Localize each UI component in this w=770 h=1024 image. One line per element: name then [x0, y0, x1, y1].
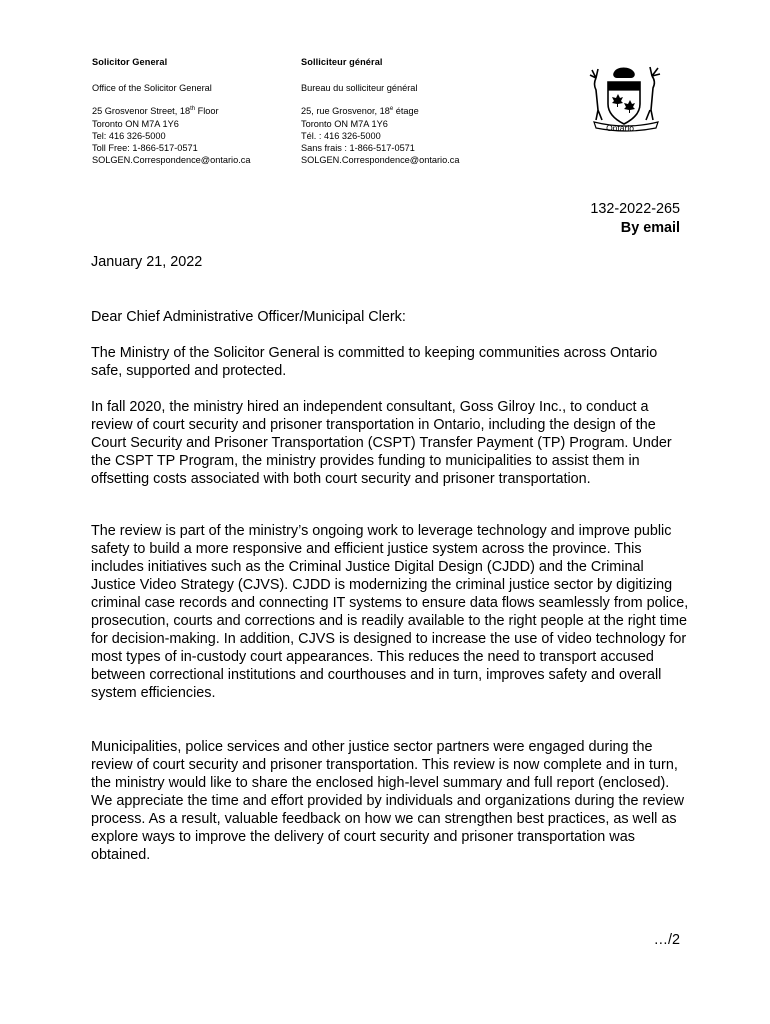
page-continuation: …/2	[653, 932, 680, 948]
telephone-french: Tél. : 416 326-5000	[301, 130, 381, 141]
letter-date: January 21, 2022	[91, 254, 203, 270]
paragraph-4: Municipalities, police services and other justice sector partners were engaged during the review of court security and prisoner transportation. This review is now complete and in turn, the ministry would like to share the enclosed high-level summary and full report (enclosed). We appreciate the time and effort provided by individuals and organizations during the review process. As a result, valuable feedback on how we can strengthen best practices, as well as explore ways to improve the delivery of court security and prisoner transportation was obtained.	[91, 739, 685, 863]
ministry-title-french: Solliciteur général	[301, 57, 383, 67]
letterhead-english	[92, 56, 292, 166]
address-french	[301, 105, 531, 166]
paragraph-1: The Ministry of the Solicitor General is committed to keeping communities across Ontario safe, supported and protected.	[91, 345, 658, 379]
city-postal-french: Toronto ON M7A 1Y6	[301, 118, 388, 129]
reference-number: 132-2022-265	[590, 201, 680, 217]
paragraph-2: In fall 2020, the ministry hired an independent consultant, Goss Gilroy Inc., to conduct a review of court security and prisoner transportation in Ontario, including the design of the Court Security and Prisoner Transportation (CSPT) Transfer Payment (TP) Program. Under the CSPT TP Program, the ministry provides funding to municipalities to assist them in offsetting costs associated with both court security and prisoner transportation.	[91, 399, 672, 487]
reference-block	[590, 200, 680, 238]
ministry-title-english: Solicitor General	[92, 57, 168, 67]
toll-free-english: Toll Free: 1-866-517-0571	[92, 143, 198, 154]
toll-free-french: Sans frais : 1-866-517-0571	[301, 143, 415, 154]
letterhead-french	[301, 56, 531, 166]
office-name-english: Office of the Solicitor General	[92, 83, 212, 94]
salutation: Dear Chief Administrative Officer/Municipal Clerk:	[91, 309, 406, 325]
city-postal-english: Toronto ON M7A 1Y6	[92, 118, 179, 129]
office-name-french: Bureau du solliciteur général	[301, 83, 418, 94]
ontario-wordmark: Ontario	[606, 123, 634, 133]
paragraph-3: The review is part of the ministry’s ongoing work to leverage technology and improve public safety to build a more responsive and efficient justice system across the province. This includes initiatives such as the Criminal Justice Digital Design (CJDD) and the Criminal Justice Video Strategy (CJVS). CJDD is modernizing the criminal justice sector by digitizing criminal case records and connecting IT systems to ensure data flows seamlessly from police, prosecution, courts and corrections and is readily available to the right people at the right time for decision-making. In addition, CJVS is designed to increase the use of video technology for most types of in-custody court appearances. This reduces the need to transport accused between correctional institutions and courthouses and in turn, improves safety and overall system efficiencies.	[91, 523, 689, 701]
telephone-english: Tel: 416 326-5000	[92, 130, 166, 141]
street-address-english: 25 Grosvenor Street, 18th Floor	[92, 106, 219, 117]
delivery-method: By email	[620, 220, 680, 236]
address-english	[92, 105, 292, 166]
email-french: SOLGEN.Correspondence@ontario.ca	[301, 155, 460, 166]
street-address-french: 25, rue Grosvenor, 18e étage	[301, 106, 419, 117]
email-english: SOLGEN.Correspondence@ontario.ca	[92, 155, 251, 166]
